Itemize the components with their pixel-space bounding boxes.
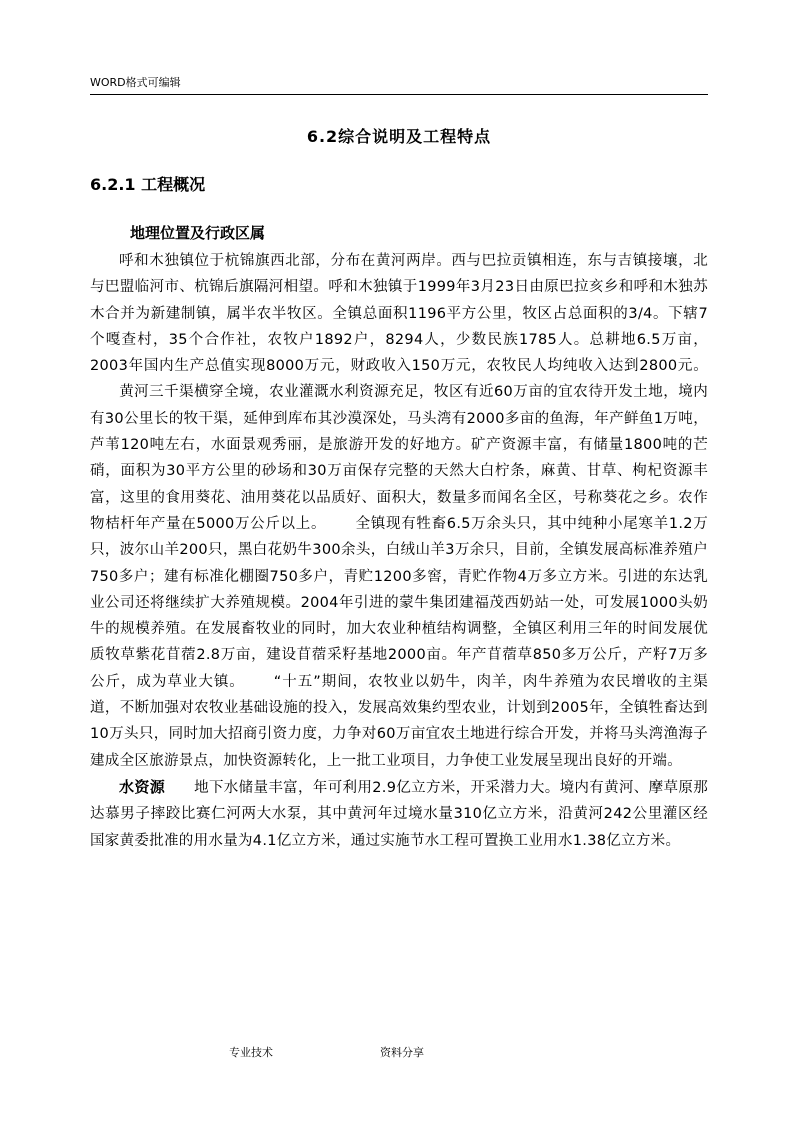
water-text: 地下水储量丰富，年可利用2.9亿立方米，开采潜力大。境内有黄河、摩草原那达慕男子摔跤比赛仁河两大水泵，其中黄河年过境水量310亿立方米，沿黄河242公里灌区经国家黄委批准的用水量为4.1亿立方米，通过实施节水工程可置换工业用水1.38亿立方米。	[90, 779, 708, 849]
section-title: 6.2综合说明及工程特点	[306, 127, 492, 146]
paragraph-part-2: 黄河三千渠横穿全境，农业灌溉水利资源充足，牧区有近60万亩的宜农待开发土地，境内有30公里长的牧干渠，延伸到库布其沙漠深处，马头湾有2000多亩的鱼海，年产鲜鱼1万吨，芦苇120吨左右，水面景观秀丽，是旅游开发的好地方。矿产资源丰富，有储量1800吨的芒硝，面积为30平方公里的砂场和30万亩保存完整的天然大白柠条，麻黄、甘草、枸杞资源丰富，这里的食用葵花、油用葵花以品质好、面积大，数量多而闻名全区，号称葵花之乡。农作物桔杆年产量在5000万公斤以上。	[90, 384, 708, 532]
water-heading: 水资源	[119, 777, 166, 796]
paragraph-water	[90, 774, 708, 854]
paragraph-part-1: 呼和木独镇位于杭锦旗西北部，分布在黄河两岸。西与巴拉贡镇相连，东与吉镇接壤，北与巴盟临河市、杭锦后旗隔河相望。呼和木独镇于1999年3月23日由原巴拉亥乡和呼和木独苏木合并为新建制镇，属半农半牧区。全镇总面积1196平方公里，牧区占总面积的3/4。下辖7个嘎查村，35个合作社，农牧户1892户，8294人，少数民族1785人。总耕地6.5万亩，2003年国内生产总值实现8000万元，财政收入150万元，农牧民人均纯收入达到2800元。	[90, 253, 708, 375]
header-text: WORD格式可编辑	[90, 76, 181, 89]
body-text	[90, 248, 708, 854]
footer-left: 专业技术	[229, 1046, 273, 1059]
footer-right: 资料分享	[380, 1046, 424, 1059]
subsection-title: 6.2.1 工程概况	[90, 175, 206, 194]
paragraph-part-3: 全镇现有牲畜6.5万余头只，其中纯种小尾寒羊1.2万只，波尔山羊200只，黑白花奶牛300余头，白绒山羊3万余只，目前，全镇发展高标准养殖户750多户；建有标准化棚圈750多户，青贮1200多窖，青贮作物4万多立方米。引进的东达乳业公司还将继续扩大养殖规模。2004年引进的蒙牛集团建福茂西奶站一处，可发展1000头奶牛的规模养殖。在发展畜牧业的同时，加大农业种植结构调整，全镇区利用三年的时间发展优质牧草紫花苜蓿2.8万亩，建设苜蓿采籽基地2000亩。年产苜蓿草850多万公斤，产籽7万多公斤，成为草业大镇。	[90, 515, 708, 690]
subheading: 地理位置及行政区属	[130, 224, 266, 242]
paragraph-overview	[90, 248, 708, 774]
page-header	[90, 76, 708, 95]
paragraph-part-4: “十五”期间，农牧业以奶牛，肉羊，肉牛养殖为农民增收的主渠道，不断加强对农牧业基础设施的投入，发展高效集约型农业，计划到2005年，全镇牲畜达到10万头只，同时加大招商引资力度，力争对60万亩宜农土地进行综合开发，并将马头湾渔海子建成全区旅游景点，加快资源转化，上一批工业项目，力争使工业发展呈现出良好的开端。	[90, 673, 708, 769]
